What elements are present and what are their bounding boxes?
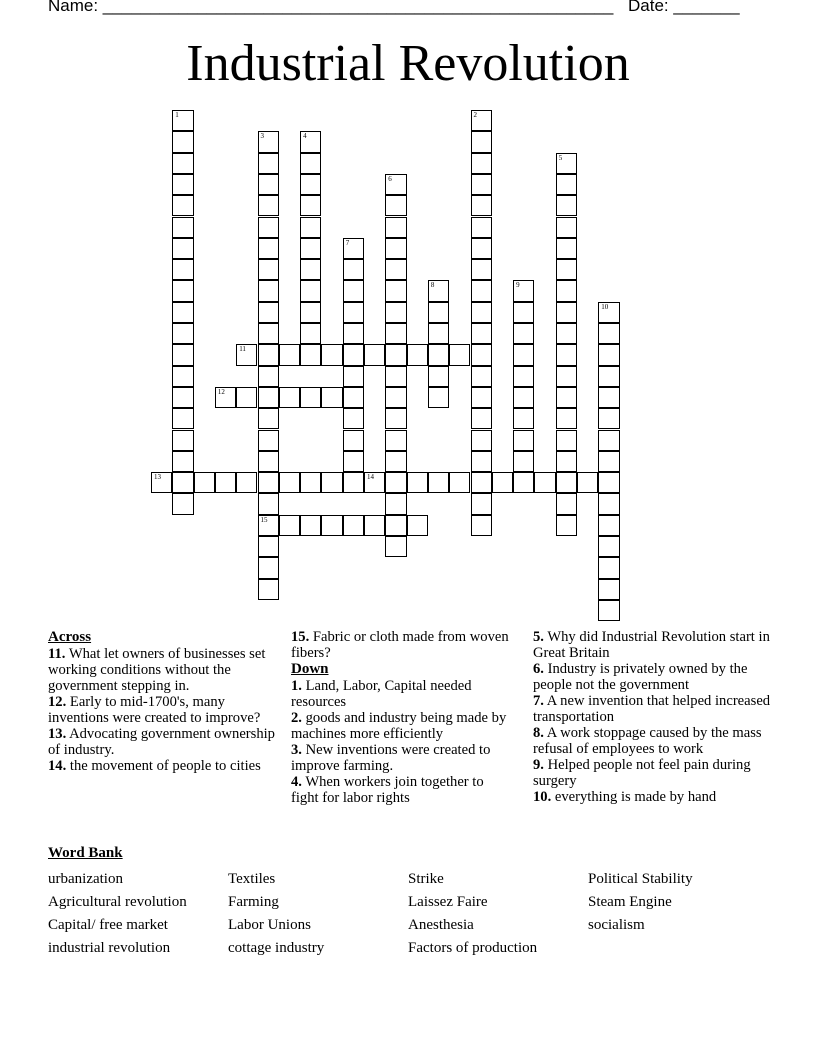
crossword-cell[interactable] bbox=[471, 451, 492, 472]
crossword-cell[interactable] bbox=[598, 344, 619, 365]
clue-down-2: 2. goods and industry being made by machines more efficiently bbox=[291, 710, 507, 742]
crossword-cell[interactable] bbox=[343, 472, 364, 493]
clue-down-4: 4. When workers join together to fight for labor rights bbox=[291, 774, 484, 806]
crossword-cell[interactable] bbox=[513, 323, 534, 344]
crossword-cell[interactable] bbox=[321, 515, 342, 536]
crossword-cell[interactable] bbox=[407, 515, 428, 536]
crossword-cell[interactable] bbox=[471, 110, 492, 131]
clue-across-13: 13. Advocating government ownership of industry. bbox=[48, 726, 275, 758]
clue-number: 6 bbox=[388, 174, 392, 183]
clue-down-9: 9. Helped people not feel pain during surgery bbox=[533, 757, 751, 789]
clue-number: 14 bbox=[367, 473, 374, 482]
crossword-cell[interactable] bbox=[471, 280, 492, 301]
word-bank-item: Political Stability bbox=[588, 871, 693, 887]
crossword-cell[interactable] bbox=[471, 217, 492, 238]
crossword-cell[interactable] bbox=[556, 344, 577, 365]
crossword-cell[interactable] bbox=[258, 323, 279, 344]
crossword-cell[interactable] bbox=[428, 366, 449, 387]
crossword-cell[interactable] bbox=[598, 366, 619, 387]
crossword-cell[interactable] bbox=[300, 280, 321, 301]
crossword-cell[interactable] bbox=[343, 344, 364, 365]
clue-number: 2 bbox=[473, 111, 477, 119]
crossword-cell[interactable] bbox=[385, 217, 406, 238]
crossword-cell[interactable] bbox=[385, 344, 406, 365]
crossword-cell[interactable] bbox=[343, 302, 364, 323]
crossword-cell[interactable] bbox=[300, 131, 321, 152]
clue-number: 4 bbox=[303, 132, 307, 141]
crossword-cell[interactable] bbox=[513, 387, 534, 408]
crossword-cell[interactable] bbox=[471, 344, 492, 365]
crossword-cell[interactable] bbox=[258, 195, 279, 216]
crossword-cell[interactable] bbox=[428, 280, 449, 301]
clue-number: 3 bbox=[260, 132, 264, 141]
crossword-cell[interactable] bbox=[556, 302, 577, 323]
crossword-cell[interactable] bbox=[598, 302, 619, 323]
crossword-cell[interactable] bbox=[215, 472, 236, 493]
crossword-cell[interactable] bbox=[556, 387, 577, 408]
crossword-cell[interactable] bbox=[258, 430, 279, 451]
crossword-cell[interactable] bbox=[471, 174, 492, 195]
crossword-cell[interactable] bbox=[151, 472, 172, 493]
crossword-cell[interactable] bbox=[513, 451, 534, 472]
crossword-cell[interactable] bbox=[598, 430, 619, 451]
crossword-cell[interactable] bbox=[300, 174, 321, 195]
clue-down-6: 6. Industry is privately owned by the people not the government bbox=[533, 661, 748, 693]
crossword-cell[interactable] bbox=[598, 515, 619, 536]
crossword-cell[interactable] bbox=[471, 131, 492, 152]
word-bank-column-4 bbox=[588, 868, 693, 937]
crossword-cell[interactable] bbox=[172, 110, 193, 131]
crossword-cell[interactable] bbox=[300, 238, 321, 259]
clue-across-12: 12. Early to mid-1700's, many inventions were created to improve? bbox=[48, 694, 261, 726]
crossword-cell[interactable] bbox=[343, 408, 364, 429]
crossword-cell[interactable] bbox=[343, 323, 364, 344]
crossword-cell[interactable] bbox=[385, 515, 406, 536]
crossword-cell[interactable] bbox=[215, 387, 236, 408]
word-bank-heading: Word Bank bbox=[48, 845, 123, 861]
clue-number: 5 bbox=[558, 153, 563, 162]
crossword-cell[interactable] bbox=[471, 238, 492, 259]
crossword-cell[interactable] bbox=[471, 195, 492, 216]
clues-column-3 bbox=[533, 629, 773, 805]
word-bank-item: Factors of production bbox=[408, 940, 538, 956]
crossword-cell[interactable] bbox=[343, 238, 364, 259]
word-bank-item: urbanization bbox=[48, 871, 123, 887]
clue-number: 11 bbox=[239, 345, 246, 354]
crossword-cell[interactable] bbox=[172, 344, 193, 365]
date-field-label: Date: _______ bbox=[628, 0, 740, 15]
crossword-cell[interactable] bbox=[513, 366, 534, 387]
crossword-cell[interactable] bbox=[258, 259, 279, 280]
crossword-cell[interactable] bbox=[258, 493, 279, 514]
clue-number: 9 bbox=[516, 281, 520, 290]
crossword-cell[interactable] bbox=[428, 344, 449, 365]
crossword-cell[interactable] bbox=[449, 472, 470, 493]
crossword-cell[interactable] bbox=[258, 472, 279, 493]
crossword-cell[interactable] bbox=[300, 302, 321, 323]
word-bank-item: Laissez Faire bbox=[408, 894, 488, 910]
crossword-cell[interactable] bbox=[258, 302, 279, 323]
crossword-cell[interactable] bbox=[258, 366, 279, 387]
crossword-cell[interactable] bbox=[172, 280, 193, 301]
clue-down-3: 3. New inventions were created to improve farming. bbox=[291, 742, 491, 774]
crossword-cell[interactable] bbox=[471, 153, 492, 174]
crossword-cell[interactable] bbox=[385, 302, 406, 323]
crossword-cell[interactable] bbox=[385, 472, 406, 493]
crossword-cell[interactable] bbox=[385, 323, 406, 344]
across-heading: Across bbox=[48, 629, 92, 645]
clue-number: 1 bbox=[175, 111, 179, 119]
crossword-cell[interactable] bbox=[172, 451, 193, 472]
crossword-cell[interactable] bbox=[556, 217, 577, 238]
crossword-cell[interactable] bbox=[598, 493, 619, 514]
crossword-cell[interactable] bbox=[385, 493, 406, 514]
crossword-cell[interactable] bbox=[385, 430, 406, 451]
crossword-cell[interactable] bbox=[321, 472, 342, 493]
crossword-cell[interactable] bbox=[385, 174, 406, 195]
crossword-cell[interactable] bbox=[258, 579, 279, 600]
crossword-cell[interactable] bbox=[364, 515, 385, 536]
crossword-cell[interactable] bbox=[300, 259, 321, 280]
crossword-cell[interactable] bbox=[556, 472, 577, 493]
crossword-cell[interactable] bbox=[385, 408, 406, 429]
crossword-cell[interactable] bbox=[428, 323, 449, 344]
crossword-cell[interactable] bbox=[172, 238, 193, 259]
down-heading: Down bbox=[291, 661, 329, 677]
crossword-cell[interactable] bbox=[300, 387, 321, 408]
crossword-cell[interactable] bbox=[364, 344, 385, 365]
crossword-cell[interactable] bbox=[258, 557, 279, 578]
crossword-cell[interactable] bbox=[598, 451, 619, 472]
clue-down-8: 8. A work stoppage caused by the mass refusal of employees to work bbox=[533, 725, 762, 757]
crossword-cell[interactable] bbox=[513, 430, 534, 451]
clue-down-5: 5. Why did Industrial Revolution start in Great Britain bbox=[533, 629, 770, 661]
crossword-cell[interactable] bbox=[513, 472, 534, 493]
crossword-cell[interactable] bbox=[556, 323, 577, 344]
crossword-cell[interactable] bbox=[321, 387, 342, 408]
crossword-cell[interactable] bbox=[471, 493, 492, 514]
word-bank-item: Anesthesia bbox=[408, 917, 474, 933]
crossword-cell[interactable] bbox=[513, 280, 534, 301]
crossword-cell[interactable] bbox=[300, 344, 321, 365]
crossword-cell[interactable] bbox=[385, 366, 406, 387]
crossword-cell[interactable] bbox=[236, 472, 257, 493]
crossword-cell[interactable] bbox=[556, 174, 577, 195]
crossword-cell[interactable] bbox=[172, 430, 193, 451]
word-bank-item: Steam Engine bbox=[588, 894, 672, 910]
crossword-cell[interactable] bbox=[471, 323, 492, 344]
clue-number: 8 bbox=[430, 281, 435, 290]
clue-number: 12 bbox=[217, 387, 225, 396]
clues-column-2 bbox=[291, 629, 513, 806]
crossword-cell[interactable] bbox=[598, 579, 619, 600]
crossword-cell[interactable] bbox=[236, 387, 257, 408]
clue-down-10: 10. everything is made by hand bbox=[533, 789, 717, 805]
clue-number: 15 bbox=[260, 515, 268, 524]
crossword-cell[interactable] bbox=[279, 387, 300, 408]
crossword-cell[interactable] bbox=[428, 302, 449, 323]
clue-down-1: 1. Land, Labor, Capital needed resources bbox=[291, 678, 472, 710]
crossword-cell[interactable] bbox=[172, 387, 193, 408]
crossword-cell[interactable] bbox=[556, 280, 577, 301]
crossword-cell[interactable] bbox=[598, 472, 619, 493]
crossword-cell[interactable] bbox=[300, 153, 321, 174]
crossword-cell[interactable] bbox=[598, 408, 619, 429]
crossword-cell[interactable] bbox=[172, 366, 193, 387]
crossword-cell[interactable] bbox=[556, 153, 577, 174]
crossword-cell[interactable] bbox=[556, 195, 577, 216]
crossword-cell[interactable] bbox=[471, 366, 492, 387]
crossword-cell[interactable] bbox=[343, 366, 364, 387]
crossword-cell[interactable] bbox=[300, 472, 321, 493]
clue-across-15: 15. Fabric or cloth made from woven fibers? bbox=[291, 629, 509, 661]
crossword-cell[interactable] bbox=[172, 302, 193, 323]
crossword-cell[interactable] bbox=[343, 280, 364, 301]
crossword-cell[interactable] bbox=[300, 515, 321, 536]
crossword-cell[interactable] bbox=[471, 302, 492, 323]
crossword-cell[interactable] bbox=[300, 323, 321, 344]
crossword-cell[interactable] bbox=[172, 174, 193, 195]
crossword-cell[interactable] bbox=[194, 472, 215, 493]
word-bank-item: Farming bbox=[228, 894, 279, 910]
crossword-cell[interactable] bbox=[407, 472, 428, 493]
word-bank-column-2 bbox=[228, 868, 324, 960]
crossword-cell[interactable] bbox=[556, 408, 577, 429]
crossword-cell[interactable] bbox=[598, 536, 619, 557]
crossword-cell[interactable] bbox=[471, 430, 492, 451]
crossword-cell[interactable] bbox=[428, 472, 449, 493]
word-bank-item: Strike bbox=[408, 871, 444, 887]
crossword-cell[interactable] bbox=[343, 259, 364, 280]
crossword-cell[interactable] bbox=[449, 344, 470, 365]
crossword-cell[interactable] bbox=[343, 430, 364, 451]
crossword-cell[interactable] bbox=[279, 472, 300, 493]
crossword-cell[interactable] bbox=[385, 195, 406, 216]
crossword-cell[interactable] bbox=[471, 387, 492, 408]
crossword-cell[interactable] bbox=[172, 195, 193, 216]
crossword-cell[interactable] bbox=[556, 515, 577, 536]
crossword-cell[interactable] bbox=[385, 387, 406, 408]
crossword-cell[interactable] bbox=[258, 280, 279, 301]
word-bank-item: industrial revolution bbox=[48, 940, 171, 956]
clue-number: 10 bbox=[601, 302, 609, 311]
word-bank-column-3 bbox=[408, 868, 537, 960]
crossword-cell[interactable] bbox=[471, 472, 492, 493]
clue-down-7: 7. A new invention that helped increased transportation bbox=[533, 693, 771, 725]
crossword-cell[interactable] bbox=[343, 387, 364, 408]
crossword-cell[interactable] bbox=[172, 131, 193, 152]
crossword-cell[interactable] bbox=[258, 153, 279, 174]
crossword-cell[interactable] bbox=[385, 451, 406, 472]
crossword-cell[interactable] bbox=[343, 515, 364, 536]
crossword-cell[interactable] bbox=[428, 387, 449, 408]
crossword-cell[interactable] bbox=[321, 344, 342, 365]
word-bank-item: Labor Unions bbox=[228, 917, 311, 933]
crossword-cell[interactable] bbox=[236, 344, 257, 365]
crossword-cell[interactable] bbox=[385, 238, 406, 259]
crossword-cell[interactable] bbox=[513, 344, 534, 365]
crossword-cell[interactable] bbox=[534, 472, 555, 493]
crossword-cell[interactable] bbox=[279, 515, 300, 536]
crossword-cell[interactable] bbox=[258, 131, 279, 152]
crossword-cell[interactable] bbox=[258, 451, 279, 472]
crossword-cell[interactable] bbox=[513, 408, 534, 429]
name-field-label: Name: ______________________________________________________ bbox=[48, 0, 614, 15]
crossword-cell[interactable] bbox=[364, 472, 385, 493]
crossword-cell[interactable] bbox=[172, 259, 193, 280]
crossword-cell[interactable] bbox=[598, 557, 619, 578]
word-bank-item: Agricultural revolution bbox=[48, 894, 187, 910]
crossword-cell[interactable] bbox=[385, 536, 406, 557]
clue-across-14: 14. the movement of people to cities bbox=[48, 758, 261, 774]
word-bank-item: cottage industry bbox=[228, 940, 325, 956]
clue-number: 13 bbox=[154, 473, 161, 482]
crossword-cell[interactable] bbox=[556, 238, 577, 259]
crossword-cell[interactable] bbox=[385, 280, 406, 301]
crossword-cell[interactable] bbox=[258, 515, 279, 536]
crossword-cell[interactable] bbox=[258, 174, 279, 195]
crossword-cell[interactable] bbox=[598, 600, 619, 621]
crossword-cell[interactable] bbox=[598, 387, 619, 408]
crossword-cell[interactable] bbox=[492, 472, 513, 493]
crossword-cell[interactable] bbox=[385, 259, 406, 280]
crossword-cell[interactable] bbox=[172, 472, 193, 493]
word-bank-item: Capital/ free market bbox=[48, 917, 168, 933]
crossword-cell[interactable] bbox=[556, 366, 577, 387]
crossword-cell[interactable] bbox=[556, 451, 577, 472]
crossword-cell[interactable] bbox=[258, 387, 279, 408]
clue-across-11: 11. What let owners of businesses set working conditions without the government stepping in. bbox=[48, 646, 266, 694]
crossword-cell[interactable] bbox=[407, 344, 428, 365]
crossword-cell[interactable] bbox=[598, 323, 619, 344]
crossword-cell[interactable] bbox=[172, 493, 193, 514]
crossword-cell[interactable] bbox=[258, 238, 279, 259]
word-bank-item: Textiles bbox=[228, 871, 276, 887]
crossword-cell[interactable] bbox=[513, 302, 534, 323]
crossword-cell[interactable] bbox=[343, 451, 364, 472]
word-bank-column-1 bbox=[48, 868, 187, 960]
crossword-cell[interactable] bbox=[258, 408, 279, 429]
crossword-cell[interactable] bbox=[577, 472, 598, 493]
crossword-cell[interactable] bbox=[279, 344, 300, 365]
crossword-cell[interactable] bbox=[258, 344, 279, 365]
crossword-cell[interactable] bbox=[556, 430, 577, 451]
crossword-cell[interactable] bbox=[172, 323, 193, 344]
crossword-cell[interactable] bbox=[300, 217, 321, 238]
crossword-cell[interactable] bbox=[556, 493, 577, 514]
word-bank-item: socialism bbox=[588, 917, 645, 933]
crossword-cell[interactable] bbox=[258, 536, 279, 557]
crossword-cell[interactable] bbox=[172, 217, 193, 238]
crossword-cell[interactable] bbox=[471, 515, 492, 536]
page-title: Industrial Revolution bbox=[186, 35, 630, 92]
crossword-cell[interactable] bbox=[556, 259, 577, 280]
crossword-cell[interactable] bbox=[172, 153, 193, 174]
clue-number: 7 bbox=[345, 238, 350, 247]
crossword-cell[interactable] bbox=[471, 408, 492, 429]
crossword-cell[interactable] bbox=[300, 195, 321, 216]
clues-column-1 bbox=[48, 629, 284, 774]
crossword-cell[interactable] bbox=[172, 408, 193, 429]
crossword-cell[interactable] bbox=[471, 259, 492, 280]
crossword-cell[interactable] bbox=[258, 217, 279, 238]
